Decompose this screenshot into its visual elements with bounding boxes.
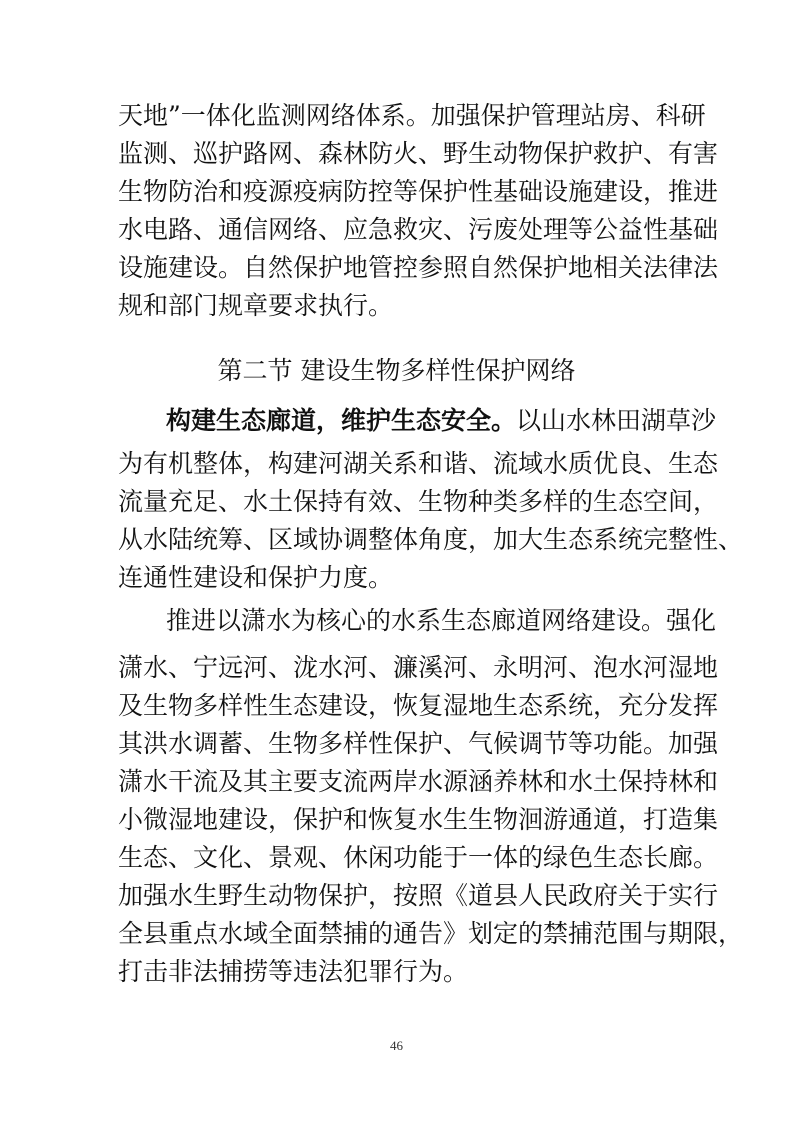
paragraph-line: 全县重点水域全面禁捕的通告》划定的禁捕范围与期限， <box>118 919 744 948</box>
paragraph-line: 潇水干流及其主要支流两岸水源涵养林和水土保持林和 <box>118 767 719 796</box>
paragraph-line: 为有机整体，构建河湖关系和谐、流域水质优良、生态 <box>118 449 719 478</box>
page-number: 46 <box>390 1038 403 1053</box>
paragraph-line: 流量充足、水土保持有效、生物种类多样的生态空间， <box>118 487 719 516</box>
paragraph-line: 潇水、宁远河、泷水河、濂溪河、永明河、泡水河湿地 <box>118 653 719 682</box>
paragraph-line: 及生物多样性生态建设，恢复湿地生态系统，充分发挥 <box>118 691 719 720</box>
section-heading: 第二节 建设生物多样性保护网络 <box>217 356 576 385</box>
paragraph-line: 打击非法捕捞等违法犯罪行为。 <box>118 957 469 986</box>
paragraph-line: 规和部门规章要求执行。 <box>118 291 394 320</box>
paragraph-line: 小微湿地建设，保护和恢复水生生物洄游通道，打造集 <box>118 805 719 834</box>
paragraph-line: 天地”一体化监测网络体系。加强保护管理站房、科研 <box>118 101 706 130</box>
paragraph-line: 生态、文化、景观、休闲功能于一体的绿色生态长廊。 <box>118 843 719 872</box>
lead-rest-text: 以山水林田湖草沙 <box>516 406 717 435</box>
paragraph-line: 连通性建设和保护力度。 <box>118 563 394 592</box>
paragraph-line: 监测、巡护路网、森林防火、野生动物保护救护、有害 <box>118 139 719 168</box>
paragraph-line: 水电路、通信网络、应急救灾、污废处理等公益性基础 <box>118 215 719 244</box>
paragraph-line: 设施建设。自然保护地管控参照自然保护地相关法律法 <box>118 253 719 282</box>
paragraph-first-line: 推进以潇水为核心的水系生态廊道网络建设。强化 <box>166 606 717 635</box>
paragraph-line: 生物防治和疫源疫病防控等保护性基础设施建设，推进 <box>118 177 719 206</box>
paragraph-line: 从水陆统筹、区域协调整体角度，加大生态系统完整性、 <box>118 525 744 554</box>
bold-lead-text: 构建生态廊道，维护生态安全。 <box>166 406 517 435</box>
paragraph-line: 加强水生野生动物保护，按照《道县人民政府关于实行 <box>118 881 719 910</box>
paragraph-lead-line <box>166 405 717 441</box>
paragraph-line: 其洪水调蓄、生物多样性保护、气候调节等功能。加强 <box>118 729 719 758</box>
